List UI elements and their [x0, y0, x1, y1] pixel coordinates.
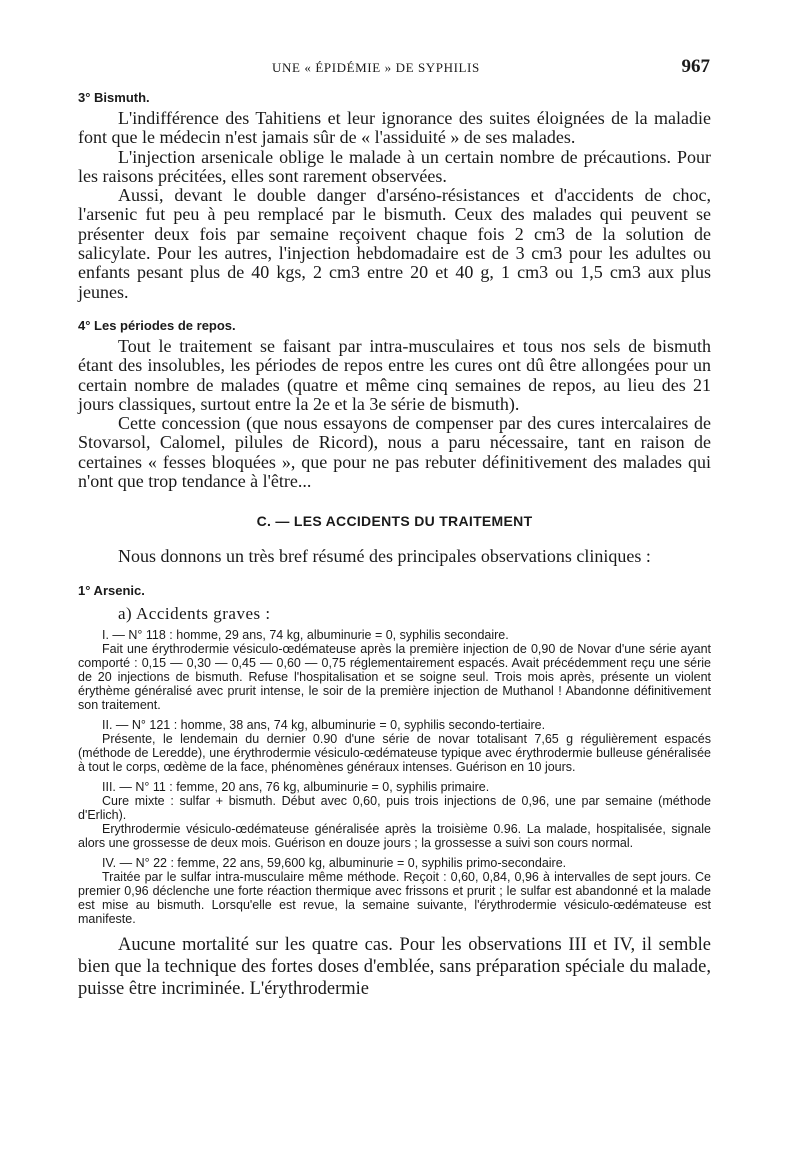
- section-title-accidents: C. — LES ACCIDENTS DU TRAITEMENT: [256, 513, 533, 530]
- paragraph-conclusion: Aucune mortalité sur les quatre cas. Pour les observations III et IV, il semble bien que la technique des fortes doses d'emblée, sans préparation spéciale du malade, puisse être incriminée. L'érythrodermie: [78, 934, 711, 999]
- case-head: II. — N° 121 : homme, 38 ans, 74 kg, albuminurie = 0, syphilis secondo-tertiaire.: [102, 717, 546, 732]
- case-body: Traitée par le sulfar intra-musculaire même méthode. Reçoit : 0,60, 0,84, 0,96 à intervalles de sept jours. Ce premier 0,96 déclenche une forte réaction thermique avec frissons et prurit ; le sulfar est abandonné et la malade est mise au bismuth. Lorsqu'elle est revue, la semaine suivante, l'érythrodermie vésiculo-œdémateuse est manifeste.: [78, 869, 711, 926]
- running-title: UNE « ÉPIDÉMIE » DE SYPHILIS: [272, 60, 480, 75]
- case-body: Fait une érythrodermie vésiculo-œdémateuse après la première injection de 0,90 de Novar d'une série ayant comporté : 0,15 — 0,30 — 0,45 — 0,60 — 0,75 réglementairement espacés. Avait précédemment reçu une série de 20 injections de bismuth. Refuse l'hospitalisation et se soigne seul. Trois mois après, présente un violent érythème généralisé avec prurit intense, le soir de la première injection de Muthanol ! Abandonne définitivement son traitement.: [78, 641, 711, 712]
- section-heading-repos: 4° Les périodes de repos.: [78, 317, 236, 333]
- case-body-extra: Erythrodermie vésiculo-œdémateuse généralisée après la troisième 0.96. La malade, hospitalisée, signale alors une grossesse de deux mois. Guérison en douze jours ; la grossesse a suivi son cours normal.: [78, 821, 711, 850]
- page-number: 967: [681, 56, 710, 77]
- case-body: Cure mixte : sulfar + bismuth. Début avec 0,60, puis trois injections de 0,96, une par semaine (méthode d'Erlich).: [78, 793, 711, 822]
- subheading-accidents-graves: a) Accidents graves :: [118, 603, 271, 623]
- case-head: IV. — N° 22 : femme, 22 ans, 59,600 kg, albuminurie = 0, syphilis primo-secondaire.: [102, 855, 567, 870]
- case-observation: [78, 718, 711, 774]
- body-text: [78, 88, 711, 1000]
- case-observation: [78, 856, 711, 926]
- case-observation: [78, 628, 711, 712]
- paragraph: L'indifférence des Tahitiens et leur ignorance des suites éloignées de la maladie font que le médecin n'est jamais sûr de « l'assiduité » de ses malades.: [78, 108, 711, 148]
- section-heading-arsenic: 1° Arsenic.: [78, 582, 145, 598]
- paragraph: Tout le traitement se faisant par intra-musculaires et tous nos sels de bismuth étant des insolubles, les périodes de repos entre les cures ont dû être allongées pour un certain nombre de malades (quatre et même cinq semaines de repos, au lieu des 21 jours classiques, surtout entre la 2e et la 3e série de bismuth).: [78, 335, 711, 414]
- paragraph: Cette concession (que nous essayons de compenser par des cures intercalaires de Stovarsol, Calomel, pilules de Ricord), nous a paru nécessaire, tant en raison de certaines « fesses bloquées », que pour ne pas rebuter définitivement des malades qui n'ont que trop tendance à l'être...: [78, 413, 711, 492]
- paragraph: Aussi, devant le double danger d'arséno-résistances et d'accidents de choc, l'arsenic fut peu à peu remplacé par le bismuth. Ceux des malades qui peuvent se présenter deux fois par semaine reçoivent chaque fois 2 cm3 de la solution de salicylate. Pour les autres, l'injection hebdomadaire est de 3 cm3 pour les adultes ou enfants pesant plus de 40 kgs, 2 cm3 entre 20 et 40 g, 1 cm3 ou 1,5 cm3 aux plus jeunes.: [78, 185, 711, 302]
- section-heading-bismuth: 3° Bismuth.: [78, 90, 150, 105]
- case-observation: [78, 780, 711, 850]
- running-head: [0, 56, 800, 82]
- case-head: III. — N° 11 : femme, 20 ans, 76 kg, albuminurie = 0, syphilis primaire.: [102, 779, 490, 794]
- paragraph: L'injection arsenicale oblige le malade à un certain nombre de précautions. Pour les raisons précitées, elles sont rarement observées.: [78, 146, 711, 186]
- case-body: Présente, le lendemain du dernier 0.90 d'une série de novar totalisant 7,65 g régulièrement espacés (méthode de Leredde), une érythrodermie vésiculo-œdémateuse typique avec érythrodermie bulleuse généralisée à tout le corps, œdème de la face, phénomènes généraux intenses. Guérison en 10 jours.: [78, 731, 711, 774]
- case-head: I. — N° 118 : homme, 29 ans, 74 kg, albuminurie = 0, syphilis secondaire.: [102, 627, 509, 642]
- paragraph-intro: Nous donnons un très bref résumé des principales observations cliniques :: [118, 546, 651, 567]
